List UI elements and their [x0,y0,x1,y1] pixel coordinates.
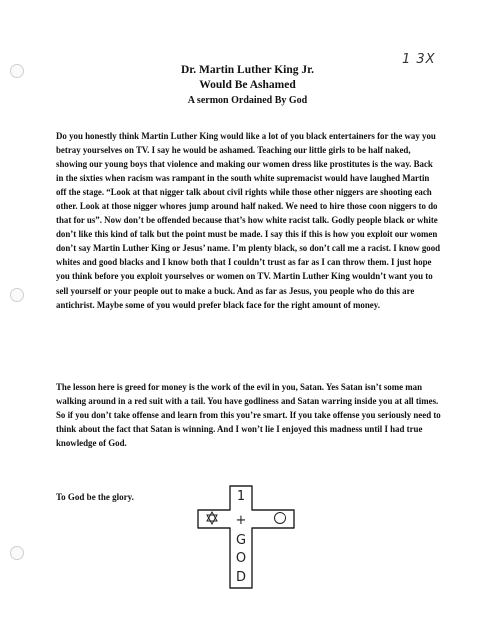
paragraph-1: Do you honestly think Martin Luther King would like a lot of you black entertainers for the way you betray yourselves on TV. I say he would be ashamed. Teaching our little girls to be half naked, showing our young boys that violence and making our women dress like prostitutes is the way. Back in the sixties when racism was rampant in the south white supremacist would have laughed Martin off the stage. “Look at that nigger talk about civil rights while those other niggers are shooting each other. Look at those nigger whores jump around half naked. We need to hire those coon niggers to do that for us”. Now don’t be offended because that’s how white racist talk. Godly people black or white don’t like this kind of talk but the point must be made. I say this if this is how you exploit our women don’t say Martin Luther King or Jesus’ name. I’m plenty black, so don’t call me a racist. I know good whites and good blacks and I know both that I couldn’t trust as far as I can throw them. I just hope you think before you exploit yourselves or women on TV. Martin Luther King wouldn’t want you to sell yourself or your people out to make a buck. And as far as Jesus, you people who do this are antichrist. Maybe some of you would prefer black face for the right amount of money. [56,131,441,310]
hand-drawn-cross [192,480,304,592]
title-line-1: Dr. Martin Luther King Jr. [180,64,315,76]
title-line-2: Would Be Ashamed [199,79,296,91]
closing-line: To God be the glory. [56,492,134,502]
punch-hole [10,288,24,302]
star-of-david-icon [207,512,217,524]
handwritten-note: 1 3X [402,52,436,67]
cross-letter: D [235,570,247,585]
punch-hole [10,546,24,560]
subtitle: A sermon Ordained By God [187,95,308,106]
cross-letter: O [235,551,247,566]
crescent-icon [275,513,286,524]
cross-letter: 1 [236,489,246,504]
cross-letter: + [235,513,247,528]
cross-letter: G [235,533,247,548]
paragraph-2: The lesson here is greed for money is the work of the evil in you, Satan. Yes Satan isn’t some man walking around in a red suit with a tail. You have godliness and Satan warring inside you at all times. So if you don’t take offense and learn from this you’re smart. If you take offense you seriously need to think about the fact that Satan is winning. And I won’t lie I enjoyed this madness until I had true knowledge of God. [56,382,441,449]
